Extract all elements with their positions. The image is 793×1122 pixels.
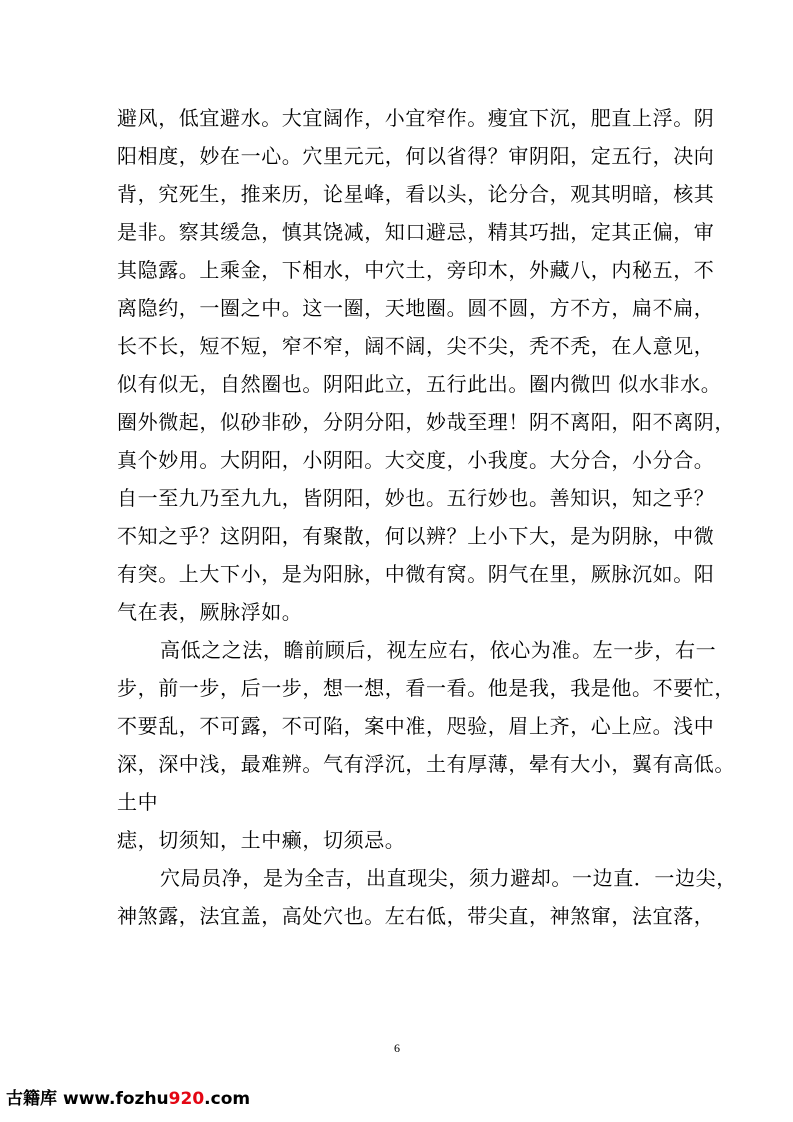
- text-line: 阳相度，妙在一心。穴里元元，何以省得？审阴阳，定五行，决向: [117, 144, 715, 168]
- watermark-site-name: 古籍库: [6, 1089, 57, 1109]
- text-line: 圈外微起，似砂非砂，分阴分阳，妙哉至理！阴不离阳，阳不离阴，: [117, 410, 735, 434]
- text-line: 是非。察其缓急，慎其饶减，知口避忌，精其巧拙，定其正偏，审: [117, 220, 715, 244]
- text-line: 气在表，厥脉浮如。: [117, 600, 303, 624]
- text-line: 土中: [117, 790, 159, 814]
- text-line: 深，深中浅，最难辨。气有浮沉，土有厚薄，晕有大小，翼有高低。: [117, 752, 735, 776]
- text-line: 步，前一步，后一步，想一想，看一看。他是我，我是他。不要忙，: [117, 676, 735, 700]
- watermark-url-number: 920: [168, 1089, 205, 1109]
- watermark-url-prefix: www.fozhu: [63, 1089, 169, 1109]
- paragraph-start-line: 穴局员净，是为全吉，出直现尖，须力避却。一边直．一边尖，: [160, 866, 737, 890]
- text-line: 其隐露。上乘金，下相水，中穴土，旁印木，外藏八，内秘五，不: [117, 258, 715, 282]
- body-text: [117, 99, 737, 935]
- text-line: 避风，低宜避水。大宜阔作，小宜窄作。瘦宜下沉，肥直上浮。阴: [117, 106, 715, 130]
- site-watermark[interactable]: [6, 1084, 250, 1109]
- paragraph-start-line: 高低之之法，瞻前顾后，视左应右，依心为准。左一步，右一: [160, 638, 717, 662]
- text-line: 长不长，短不短，窄不窄，阔不阔，尖不尖，秃不秃，在人意见，: [117, 334, 715, 358]
- text-line: 离隐约，一圈之中。这一圈，天地圈。圆不圆，方不方，扁不扁，: [117, 296, 715, 320]
- text-line: 真个妙用。大阴阳，小阴阳。大交度，小我度。大分合，小分合。: [117, 448, 715, 472]
- text-line: 背，究死生，推来历，论星峰，看以头，论分合，观其明暗，核其: [117, 182, 715, 206]
- text-line: 自一至九乃至九九，皆阴阳，妙也。五行妙也。善知识，知之乎？: [117, 486, 715, 510]
- text-line: 不知之乎？这阴阳，有聚散，何以辨？上小下大，是为阴脉，中微: [117, 524, 715, 548]
- text-line: 有突。上大下小，是为阳脉，中微有窝。阴气在里，厥脉沉如。阳: [117, 562, 715, 586]
- page-number: 6: [394, 1041, 400, 1055]
- text-line: 痣，切须知，土中癞，切须忌。: [117, 828, 406, 852]
- text-line: 似有似无，自然圈也。阴阳此立，五行此出。圈内微凹 似水非水。: [117, 372, 722, 396]
- text-line: 神煞露，法宜盖，高处穴也。左右低，带尖直，神煞窜，法宜落，: [117, 904, 715, 928]
- watermark-url-suffix: .com: [204, 1089, 251, 1109]
- text-line: 不要乱，不可露，不可陷，案中准，咫验，眉上齐，心上应。浅中: [117, 714, 715, 738]
